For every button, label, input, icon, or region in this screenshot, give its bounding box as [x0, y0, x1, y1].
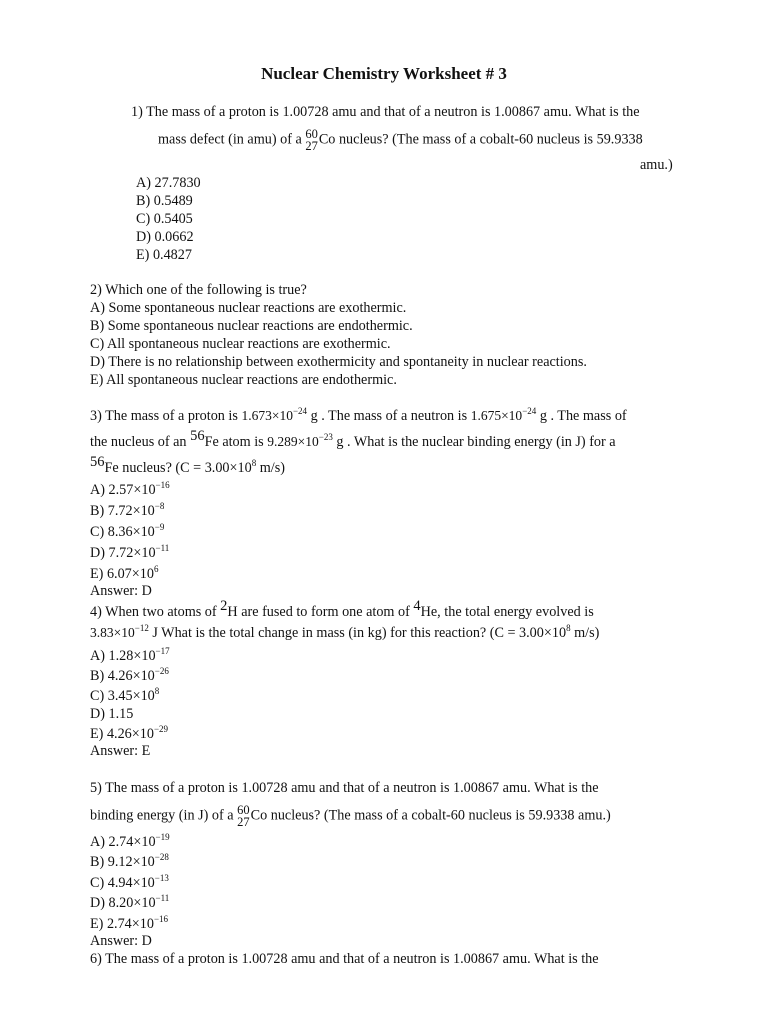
q1-line-2-start: mass defect (in amu) of a: [158, 131, 306, 148]
q4-mass-number: 4: [413, 598, 421, 614]
option-label: C) 4.94×10: [90, 875, 155, 891]
isotope-atomic-number: 27: [237, 815, 250, 829]
option-exponent: 6: [153, 564, 159, 574]
q4-text: He, the total energy evolved is: [420, 604, 594, 620]
q3-text: the nucleus of an: [90, 434, 191, 450]
q3-text: m/s): [256, 460, 285, 476]
q1-option-b: B) 0.5489: [136, 193, 193, 209]
q3-answer: Answer: D: [90, 583, 152, 599]
q3-text: Fe nucleus? (C = 3.00×10: [104, 460, 252, 476]
option-label: C) 8.36×10: [90, 524, 155, 540]
q4-option-e: [90, 725, 168, 743]
option-label: D) 7.72×10: [90, 545, 156, 561]
q3-text: g . The mass of: [536, 408, 627, 424]
q3-option-a: [90, 481, 170, 499]
q3-option-d: [90, 544, 169, 562]
option-label: D) 1.15: [90, 706, 134, 722]
q3-text: g . The mass of a neutron is: [307, 408, 471, 424]
q3-option-b: [90, 502, 164, 520]
q3-exponent: −24: [292, 406, 308, 416]
option-label: B) 9.12×10: [90, 854, 155, 870]
q4-mass-number: 2: [220, 598, 228, 614]
q5-line-2: [90, 804, 611, 828]
q2-option-c: C) All spontaneous nuclear reactions are exothermic.: [90, 336, 391, 352]
q4-line-1: [90, 598, 594, 621]
q1-line-2-end: nucleus? (The mass of a cobalt-60 nucleus is 59.9338: [335, 131, 643, 148]
q5-answer: Answer: D: [90, 933, 152, 949]
q3-line-3: [90, 454, 285, 477]
q3-exponent: 8: [251, 458, 257, 468]
q3-value: 9.289×10: [267, 434, 319, 449]
option-exponent: −11: [155, 893, 170, 903]
isotope-symbol: Co: [318, 131, 336, 148]
cobalt-isotope: [305, 128, 335, 152]
q1-line-1: 1) The mass of a proton is 1.00728 amu and that of a neutron is 1.00867 amu. What is the: [131, 104, 640, 120]
q5-line-2-end: nucleus? (The mass of a cobalt-60 nucleus is 59.9338 amu.): [267, 807, 611, 824]
option-label: C) 3.45×10: [90, 688, 155, 704]
q1-option-a: A) 27.7830: [136, 175, 201, 191]
q3-text: g . What is the nuclear binding energy (in J) for a: [332, 434, 616, 450]
option-exponent: 8: [154, 686, 160, 696]
option-label: A) 1.28×10: [90, 648, 156, 664]
isotope-symbol: Co: [250, 807, 268, 824]
q3-option-e: [90, 565, 158, 583]
option-exponent: −17: [155, 646, 170, 656]
q4-option-b: [90, 667, 169, 685]
option-label: B) 7.72×10: [90, 503, 155, 519]
page-title: Nuclear Chemistry Worksheet # 3: [261, 64, 507, 83]
q4-text: 4) When two atoms of: [90, 604, 221, 620]
isotope-mass-number: 60: [305, 127, 318, 141]
q4-text: m/s): [570, 625, 600, 641]
q5-option-d: [90, 894, 169, 912]
q2-option-b: B) Some spontaneous nuclear reactions are endothermic.: [90, 318, 413, 334]
option-exponent: −16: [155, 480, 170, 490]
q1-option-e: E) 0.4827: [136, 247, 192, 263]
option-label: E) 4.26×10: [90, 726, 154, 742]
option-exponent: −19: [155, 832, 170, 842]
q5-option-e: [90, 915, 168, 933]
q4-exponent: 8: [566, 623, 571, 633]
option-exponent: −26: [154, 666, 169, 676]
q4-option-d: [90, 705, 133, 723]
option-label: B) 4.26×10: [90, 668, 155, 684]
q4-exponent: −12: [134, 623, 149, 633]
q3-text: 3) The mass of a proton is: [90, 408, 242, 424]
q2-option-d: D) There is no relationship between exothermicity and spontaneity in nuclear reactions.: [90, 354, 587, 370]
q1-line-2: [158, 128, 643, 152]
option-exponent: −29: [153, 724, 169, 734]
q3-mass-number: 56: [90, 454, 105, 470]
cobalt-isotope: [237, 804, 267, 828]
q3-value: 1.673×10: [241, 408, 293, 423]
q6-line-1: 6) The mass of a proton is 1.00728 amu and that of a neutron is 1.00867 amu. What is the: [90, 951, 599, 967]
q4-option-c: [90, 687, 159, 705]
isotope-mass-number: 60: [237, 803, 250, 817]
option-exponent: −11: [155, 543, 170, 553]
option-label: E) 6.07×10: [90, 566, 154, 582]
option-label: A) 2.57×10: [90, 482, 156, 498]
q5-option-b: [90, 853, 169, 871]
q4-answer: Answer: E: [90, 743, 151, 759]
q3-text: Fe atom is: [204, 434, 268, 450]
option-exponent: −9: [154, 522, 165, 532]
isotope-atomic-number: 27: [305, 139, 318, 153]
q1-line-3: amu.): [640, 157, 673, 173]
option-exponent: −28: [154, 852, 169, 862]
option-exponent: −8: [154, 501, 165, 511]
q5-line-1: 5) The mass of a proton is 1.00728 amu and that of a neutron is 1.00867 amu. What is the: [90, 780, 599, 796]
q4-value: 3.83×10: [90, 625, 135, 640]
q3-exponent: −23: [318, 432, 333, 442]
q1-option-d: D) 0.0662: [136, 229, 194, 245]
q4-text: J What is the total change in mass (in kg) for this reaction? (C = 3.00×10: [148, 625, 567, 641]
q4-option-a: [90, 647, 170, 665]
q2-question: 2) Which one of the following is true?: [90, 282, 307, 298]
q1-option-c: C) 0.5405: [136, 211, 193, 227]
q3-line-2: [90, 428, 616, 451]
option-exponent: −13: [154, 873, 169, 883]
q5-line-2-start: binding energy (in J) of a: [90, 807, 238, 824]
option-label: E) 2.74×10: [90, 916, 154, 932]
q3-line-1: [90, 407, 627, 425]
q3-exponent: −24: [522, 406, 537, 416]
q3-mass-number: 56: [190, 428, 205, 444]
q4-line-2: [90, 624, 599, 642]
q5-option-a: [90, 833, 170, 851]
option-label: A) 2.74×10: [90, 834, 156, 850]
q2-option-a: A) Some spontaneous nuclear reactions are exothermic.: [90, 300, 407, 316]
option-label: D) 8.20×10: [90, 895, 156, 911]
q2-option-e: E) All spontaneous nuclear reactions are endothermic.: [90, 372, 397, 388]
q5-option-c: [90, 874, 169, 892]
q3-value: 1.675×10: [470, 408, 523, 423]
option-exponent: −16: [153, 914, 169, 924]
q4-text: H are fused to form one atom of: [227, 604, 414, 620]
q3-option-c: [90, 523, 164, 541]
